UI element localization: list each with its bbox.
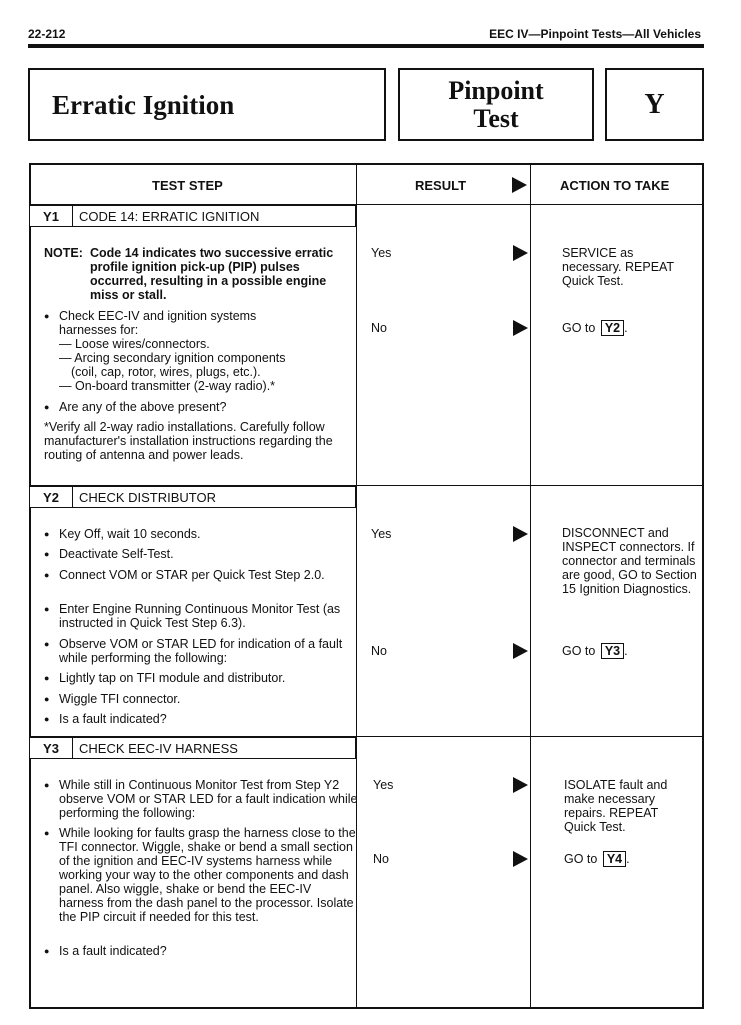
note-text: Code 14 indicates two successive erratic profile ignition pick-up (PIP) pulses occurred, resulting in a possible engine miss or stall. xyxy=(90,246,334,302)
arrow-icon xyxy=(513,526,528,542)
result-yes: Yes xyxy=(373,778,394,792)
list-item: ● While looking for faults grasp the harness close to the TFI connector. Wiggle, shake or bend a small section of the ignition and EEC-IV systems harness while working your way to the other components and dash panel. Also wiggle, shake or bend the EEC-IV harness from the dash panel to the processor. Isolate the PIP circuit if needed for this test. xyxy=(44,826,359,924)
column-divider-result xyxy=(530,163,531,1009)
step-id: Y2 xyxy=(30,487,73,507)
arrow-icon xyxy=(513,851,528,867)
header-rule xyxy=(28,44,704,48)
list-item: ● Lightly tap on TFI module and distributor. xyxy=(44,671,359,685)
arrow-icon xyxy=(513,777,528,793)
test-title: Erratic Ignition xyxy=(52,90,235,120)
arrow-icon xyxy=(513,320,528,336)
header-test-step: TEST STEP xyxy=(152,178,223,193)
list-item: ● While still in Continuous Monitor Test from Step Y2 observe VOM or STAR LED for a fault indication while performing the following: xyxy=(44,778,359,820)
action-no: GO to Y4 . xyxy=(564,852,630,866)
note-label: NOTE: xyxy=(44,246,83,260)
test-letter: Y xyxy=(644,88,665,120)
action-no: GO to Y2 . xyxy=(562,321,628,335)
page-number: 22-212 xyxy=(28,27,66,41)
list-item: ● Key Off, wait 10 seconds. xyxy=(44,527,359,541)
header-arrow-icon xyxy=(512,177,527,193)
step-name: CODE 14: ERRATIC IGNITION xyxy=(79,208,260,224)
step-label-y2 xyxy=(29,486,356,508)
footnote: *Verify all 2-way radio installations. Carefully follow manufacturer's installation instructions regarding the routing of antenna and power leads. xyxy=(44,420,333,462)
result-yes: Yes xyxy=(371,527,392,541)
list-item: ● Is a fault indicated? xyxy=(44,712,359,726)
step-label-y3 xyxy=(29,737,356,759)
action-no: GO to Y3 . xyxy=(562,644,628,658)
list-item: ● Observe VOM or STAR LED for indication of a fault while performing the following: xyxy=(44,637,359,665)
test-title-box xyxy=(28,68,386,141)
arrow-icon xyxy=(513,643,528,659)
pinpoint-test-box xyxy=(398,68,594,141)
action-yes: SERVICE as necessary. REPEAT Quick Test. xyxy=(562,246,674,288)
list-item: ● Deactivate Self-Test. xyxy=(44,547,359,561)
step-name: CHECK DISTRIBUTOR xyxy=(79,489,216,505)
result-no: No xyxy=(373,852,389,866)
step-label-y1 xyxy=(29,205,356,227)
step-name: CHECK EEC-IV HARNESS xyxy=(79,740,238,756)
result-yes: Yes xyxy=(371,246,392,260)
header-action: ACTION TO TAKE xyxy=(560,178,670,193)
list-item: ● Check EEC-IV and ignition systems harnesses for: — Loose wires/connectors. — Arcing secondary ignition components (coil, cap, rotor, wires, plugs, etc.). — On-board transmitter (2-way radio).* xyxy=(44,309,359,393)
goto-step-ref[interactable]: Y2 xyxy=(601,320,624,336)
list-item: ● Is a fault indicated? xyxy=(44,944,359,958)
test-letter-box xyxy=(605,68,704,141)
goto-step-ref[interactable]: Y4 xyxy=(603,851,626,867)
action-yes: ISOLATE fault and make necessary repairs. REPEAT Quick Test. xyxy=(564,778,668,834)
pinpoint-label: Pinpoint xyxy=(448,75,544,105)
list-item: ● Are any of the above present? xyxy=(44,400,359,414)
step-id: Y3 xyxy=(30,738,73,758)
section-title: EEC IV—Pinpoint Tests—All Vehicles xyxy=(489,27,701,41)
step-id: Y1 xyxy=(30,206,73,226)
arrow-icon xyxy=(513,245,528,261)
result-no: No xyxy=(371,321,387,335)
step-note xyxy=(44,246,350,302)
test-label: Test xyxy=(473,103,519,133)
list-item: ● Connect VOM or STAR per Quick Test Step 2.0. xyxy=(44,568,344,582)
goto-step-ref[interactable]: Y3 xyxy=(601,643,624,659)
header-result: RESULT xyxy=(415,178,467,193)
list-item: ● Enter Engine Running Continuous Monitor Test (as instructed in Quick Test Step 6.3). xyxy=(44,602,359,630)
action-yes: DISCONNECT and INSPECT connectors. If connector and terminals are good, GO to Section 15 Ignition Diagnostics. xyxy=(562,526,697,596)
list-item: ● Wiggle TFI connector. xyxy=(44,692,359,706)
result-no: No xyxy=(371,644,387,658)
